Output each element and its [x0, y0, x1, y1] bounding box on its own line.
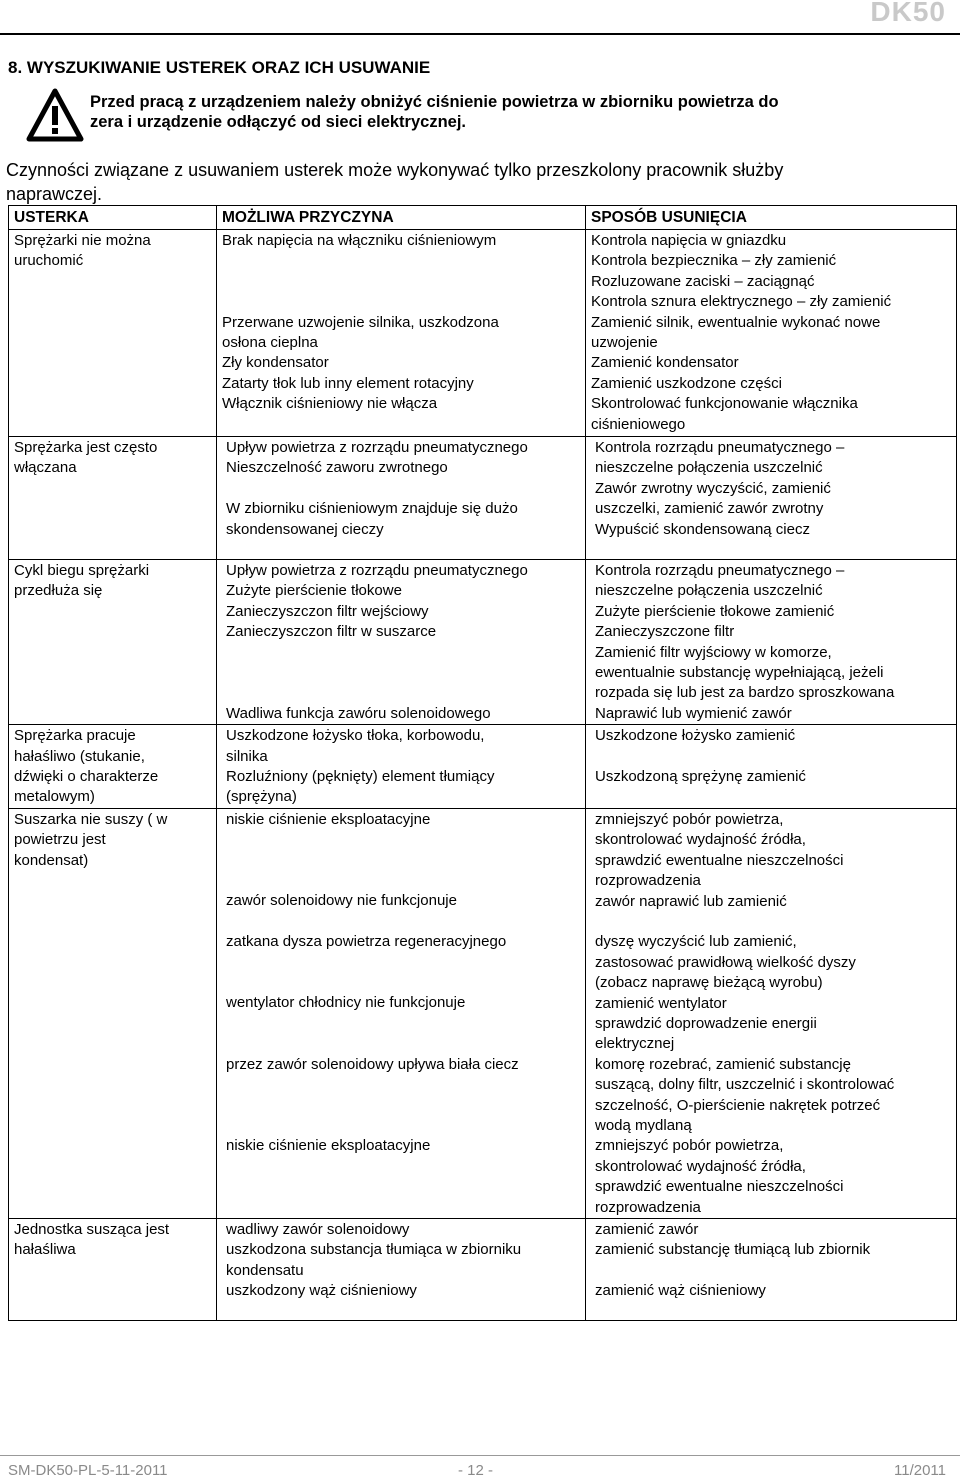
cell-line: Sprężarka pracuje	[14, 727, 136, 745]
cell-line: Rozluzowane zaciski – zaciągnąć	[591, 272, 815, 290]
table-row	[9, 725, 957, 809]
cell-line: Zawór zwrotny wyczyścić, zamienić	[595, 479, 831, 497]
header-remedy: SPOSÓB USUNIĘCIA	[586, 206, 957, 230]
cell-line: silnika	[226, 747, 268, 765]
cause-cell	[217, 808, 586, 1218]
blank-line	[595, 1261, 951, 1281]
cell-line: Uszkodzoną sprężynę zamienić	[595, 768, 806, 786]
troubleshooting-table	[8, 205, 957, 1321]
cell-line: sprawdzić doprowadzenie energii	[595, 1014, 817, 1032]
table-body	[9, 230, 957, 1321]
blank-line	[226, 643, 580, 663]
cell-line: Brak napięcia na włączniku ciśnieniowym	[222, 232, 497, 249]
cell-line: zamienić substancję tłumiącą lub zbiornik	[595, 1241, 871, 1259]
cell-line: Naprawić lub wymienić zawór	[595, 704, 792, 722]
cell-line: wadliwy zawór solenoidowy	[226, 1220, 410, 1238]
cell-line: Zamienić kondensator	[591, 354, 739, 372]
cell-line: Kontrola rozrządu pneumatycznego –	[595, 439, 845, 456]
section-title: 8. WYSZUKIWANIE USTEREK ORAZ ICH USUWANIE	[8, 58, 431, 77]
cell-line: Uszkodzone łożysko zamienić	[595, 727, 796, 745]
blank-line	[226, 663, 580, 683]
cell-line: uszkodzony wąż ciśnieniowy	[226, 1282, 417, 1300]
cell-line: Uszkodzone łożysko tłoka, korbowodu,	[226, 727, 485, 745]
blank-line	[595, 747, 951, 767]
cell-line: wodą mydlaną	[595, 1116, 692, 1134]
cell-line: szczelność, O-pierścienie nakrętek potrzeć	[595, 1096, 881, 1114]
cell-line: skondensowanej cieczy	[226, 520, 384, 538]
cell-line: rozprowadzenia	[595, 872, 701, 890]
cell-line: dyszę wyczyścić lub zamienić,	[595, 933, 797, 951]
blank-line	[226, 1034, 580, 1054]
cell-line: Włącznik ciśnieniowy nie włącza	[222, 395, 438, 413]
cell-line: przedłuża się	[14, 582, 103, 600]
intro-paragraph	[6, 158, 946, 206]
cell-line: skontrolować wydajność źródła,	[595, 831, 806, 849]
remedy-cell	[586, 725, 957, 809]
warning-text	[90, 92, 950, 132]
table-row	[9, 808, 957, 1218]
warning-line: zera i urządzenie odłączyć od sieci elektrycznej.	[90, 113, 466, 131]
footer-rule	[0, 1455, 960, 1456]
cell-line: Zużyte pierścienie tłokowe zamienić	[595, 602, 835, 620]
header-cause: MOŻLIWA PRZYCZYNA	[217, 206, 586, 230]
cause-cell	[217, 725, 586, 809]
cause-cell	[217, 560, 586, 725]
cell-line: Zamienić silnik, ewentualnie wykonać nowe	[591, 313, 881, 331]
table-row	[9, 560, 957, 725]
cell-line: (zobacz naprawę bieżącą wyrobu)	[595, 974, 823, 992]
remedy-cell	[586, 437, 957, 560]
cell-line: hałaśliwa	[14, 1241, 76, 1259]
remedy-cell	[586, 230, 957, 437]
cell-line: Cykl biegu sprężarki	[14, 562, 150, 579]
cell-line: Suszarka nie suszy ( w	[14, 810, 168, 828]
blank-line	[595, 912, 951, 932]
footer-doc-code: SM-DK50-PL-5-11-2011	[8, 1462, 168, 1479]
cell-line: Zanieczyszczone filtr	[595, 623, 735, 641]
cell-line: uszkodzona substancja tłumiąca w zbiorniku	[226, 1241, 522, 1259]
cell-line: Skontrolować funkcjonowanie włącznika	[591, 395, 858, 413]
blank-line	[226, 953, 580, 973]
cause-cell	[217, 437, 586, 560]
fault-cell	[9, 808, 217, 1218]
blank-line	[226, 1116, 580, 1136]
blank-line	[226, 1095, 580, 1115]
cell-line: Zanieczyszczon filtr wejściowy	[226, 602, 429, 620]
cell-line: Wadliwa funkcja zawóru solenoidowego	[226, 704, 491, 722]
fault-cell	[9, 437, 217, 560]
cell-line: Sprężarki nie można	[14, 232, 151, 249]
cell-line: W zbiorniku ciśnieniowym znajduje się dużo	[226, 500, 518, 518]
cell-line: ewentualnie substancję wypełniającą, jeżeli	[595, 664, 884, 682]
footer-page-number: - 12 -	[458, 1462, 494, 1479]
blank-line	[226, 830, 580, 850]
fault-cell	[9, 560, 217, 725]
cell-line: uruchomić	[14, 252, 84, 270]
cell-line: uzwojenie	[591, 334, 658, 352]
table-row	[9, 1218, 957, 1320]
blank-line	[226, 479, 580, 499]
cell-line: wentylator chłodnicy nie funkcjonuje	[226, 994, 466, 1012]
cell-line: zmniejszyć pobór powietrza,	[595, 1137, 784, 1155]
cause-cell	[217, 230, 586, 437]
cell-line: kondensat)	[14, 851, 89, 869]
cell-line: Zamienić uszkodzone części	[591, 374, 782, 392]
cell-line: Zatarty tłok lub inny element rotacyjny	[222, 374, 474, 392]
cell-line: Przerwane uzwojenie silnika, uszkodzona	[222, 313, 499, 331]
cell-line: zmniejszyć pobór powietrza,	[595, 810, 784, 828]
cell-line: Sprężarka jest często	[14, 439, 158, 456]
blank-line	[222, 272, 580, 292]
cell-line: nieszczelne połączenia uszczelnić	[595, 459, 823, 477]
cell-line: Upływ powietrza z rozrządu pneumatycznego	[226, 562, 528, 579]
cell-line: włączana	[14, 459, 77, 477]
cell-line: rozpada się lub jest za bardzo sproszkowana	[595, 684, 895, 702]
cell-line: Wypuścić skondensowaną ciecz	[595, 520, 810, 538]
cell-line: hałaśliwo (stukanie,	[14, 747, 145, 765]
cell-line: powietrzu jest	[14, 831, 106, 849]
cell-line: Zanieczyszczon filtr w suszarce	[226, 623, 437, 641]
cell-line: uszczelki, zamienić zawór zwrotny	[595, 500, 824, 518]
cell-line: rozprowadzenia	[595, 1198, 701, 1216]
cell-line: Jednostka susząca jest	[14, 1220, 170, 1238]
blank-line	[226, 1014, 580, 1034]
cell-line: Nieszczelność zaworu zwrotnego	[226, 459, 448, 477]
blank-line	[226, 973, 580, 993]
cell-line: zastosować prawidłową wielkość dyszy	[595, 953, 856, 971]
cell-line: nieszczelne połączenia uszczelnić	[595, 582, 823, 600]
table-row	[9, 437, 957, 560]
remedy-cell	[586, 808, 957, 1218]
cell-line: Zły kondensator	[222, 354, 329, 372]
intro-line: naprawczej.	[6, 184, 103, 204]
cause-cell	[217, 1218, 586, 1320]
remedy-cell	[586, 560, 957, 725]
blank-line	[226, 851, 580, 871]
cell-line: kondensatu	[226, 1261, 304, 1279]
blank-line	[226, 871, 580, 891]
cell-line: Rozluźniony (pęknięty) element tłumiący	[226, 768, 495, 786]
cell-line: metalowym)	[14, 788, 95, 806]
cell-line: Kontrola rozrządu pneumatycznego –	[595, 562, 845, 579]
brand-logo: DK50	[870, 0, 946, 27]
cell-line: niskie ciśnienie eksploatacyjne	[226, 1137, 431, 1155]
cell-line: przez zawór solenoidowy upływa biała ciecz	[226, 1055, 519, 1073]
header-fault: USTERKA	[9, 206, 217, 230]
intro-line: Czynności związane z usuwaniem usterek może wykonywać tylko przeszkolony pracownik służby	[6, 160, 784, 180]
cell-line: zamienić wąż ciśnieniowy	[595, 1282, 766, 1300]
blank-line	[222, 292, 580, 312]
cell-line: zawór solenoidowy nie funkcjonuje	[226, 892, 457, 910]
cell-line: Upływ powietrza z rozrządu pneumatycznego	[226, 439, 528, 456]
warning-line: Przed pracą z urządzeniem należy obniżyć ciśnienie powietrza w zbiorniku powietrza do	[90, 93, 779, 111]
cell-line: niskie ciśnienie eksploatacyjne	[226, 810, 431, 828]
warning-triangle-icon	[26, 88, 84, 142]
cell-line: dźwięki o charakterze	[14, 768, 159, 786]
cell-line: Kontrola sznura elektrycznego – zły zamienić	[591, 293, 892, 311]
fault-cell	[9, 230, 217, 437]
cell-line: (sprężyna)	[226, 788, 297, 806]
cell-line: Zamienić filtr wyjściowy w komorze,	[595, 643, 832, 661]
cell-line: suszącą, dolny filtr, uszczelnić i skontrolować	[595, 1076, 895, 1094]
cell-line: ciśnieniowego	[591, 415, 686, 433]
fault-cell	[9, 1218, 217, 1320]
remedy-cell	[586, 1218, 957, 1320]
cell-line: komorę rozebrać, zamienić substancję	[595, 1055, 851, 1073]
cell-line: sprawdzić ewentualne nieszczelności	[595, 851, 844, 869]
table-header-row	[9, 206, 957, 230]
cell-line: zamienić wentylator	[595, 994, 727, 1012]
blank-line	[226, 683, 580, 703]
cell-line: zatkana dysza powietrza regeneracyjnego	[226, 933, 507, 951]
cell-line: sprawdzić ewentualne nieszczelności	[595, 1178, 844, 1196]
cell-line: Zużyte pierścienie tłokowe	[226, 582, 402, 600]
cell-line: zawór naprawić lub zamienić	[595, 892, 787, 910]
blank-line	[226, 1075, 580, 1095]
fault-cell	[9, 725, 217, 809]
cell-line: skontrolować wydajność źródła,	[595, 1157, 806, 1175]
cell-line: zamienić zawór	[595, 1220, 699, 1238]
header-rule	[0, 33, 960, 35]
cell-line: Kontrola bezpiecznika – zły zamienić	[591, 252, 837, 270]
cell-line: Kontrola napięcia w gniazdku	[591, 232, 787, 249]
blank-line	[226, 912, 580, 932]
footer-date: 11/2011	[894, 1462, 946, 1479]
table-row	[9, 230, 957, 437]
cell-line: elektrycznej	[595, 1035, 675, 1053]
cell-line: osłona cieplna	[222, 333, 318, 351]
blank-line	[222, 251, 580, 271]
